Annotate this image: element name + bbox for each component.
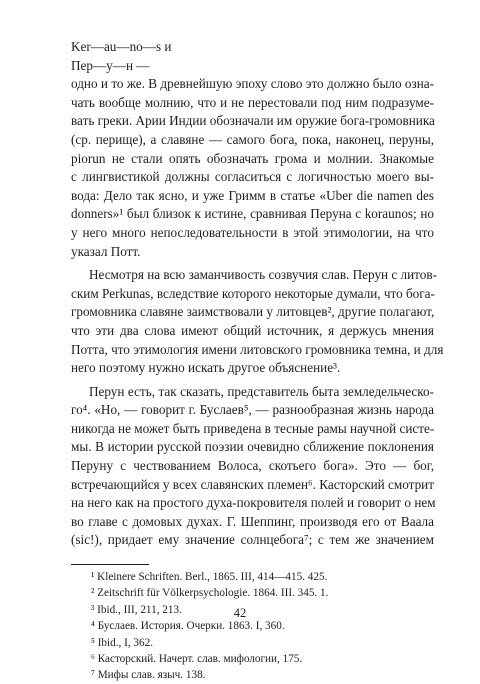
footnote: ³ Ibid., III, 211, 213.	[91, 603, 182, 616]
text-line: Несмотря на всю заманчивость созвучия слав. Перун с литов-	[89, 267, 437, 283]
footnote: ² Zeitschrift für Völkerpsychologie. 1864. III. 345. 1.	[91, 587, 329, 600]
text-line: Пер—у—н —	[71, 57, 150, 73]
text-line: во главе с домовых духах. Г. Шеппинг, производя его от Ваала	[71, 513, 434, 529]
footnote: ¹ Kleinere Schriften. Berl., 1865. III, 414—415. 425.	[91, 571, 328, 584]
text-line: него поэтому нужно искать другое объяснение³.	[71, 360, 341, 376]
text-line: Потта, что этимология имени литовского громовника темна, и для	[71, 341, 444, 357]
text-line: donners»¹ был близок к истине, сравнивая Перуна с koraunos; но	[71, 206, 434, 222]
footnote: ⁴ Буслаев. История. Очерки. 1863. I, 360.	[91, 620, 285, 633]
text-line: у него много непоследовательности в этой этимологии, на что	[71, 224, 434, 240]
footnote: ⁵ Ibid., I, 362.	[91, 636, 154, 649]
text-line: (sic!), придает ему значение солнцебога⁷; с тем же значением	[71, 532, 434, 548]
text-line: мы. В истории русской поэзии очевидно сближение поклонения	[71, 439, 434, 455]
text-line: что эти два слова имеют общий источник, я держусь мнения	[71, 322, 434, 338]
page-number: 42	[233, 606, 247, 620]
text-line: вода: Дело так ясно, и уже Гримм в статье «Uber die namen des	[71, 187, 434, 203]
text-line: громовника славяне заимствовали у литовцев², другие полагают,	[71, 304, 435, 320]
text-line: чать вообще молнию, что и не перестовали под ним подразуме-	[71, 94, 434, 110]
text-line: piorun не стали опять обозначать грома и молнии. Знакомые	[71, 150, 434, 166]
text-line: Перуну с чествованием Волоса, скотьего бога». Это — бог,	[71, 458, 434, 474]
text-line: никогда не может быть приведена в тесные рамы научной систе-	[71, 420, 435, 436]
body-text	[71, 38, 444, 550]
text-line: Перун есть, так сказать, представитель быта земледельческо-	[89, 383, 434, 399]
footnotes	[71, 569, 434, 684]
text-line: на него как на простого духа-покровителя полей и говорит о нем	[71, 495, 436, 511]
text-line: Ker—au—no—s и	[71, 39, 172, 54]
text-line: вать греки. Арии Индии обозначали им оружие бога-громовника	[71, 113, 435, 129]
text-line: с лингвистикой должны согласиться с логичностью моего вы-	[71, 169, 434, 185]
text-line: указал Потт.	[71, 243, 141, 259]
text-line: (ср. перище), а славяне — самого бога, пока, наконец, перуны,	[71, 131, 434, 147]
text-line: одно и то же. В древнейшую эпоху слово это должно было озна-	[71, 76, 434, 92]
footnote: ⁶ Касторский. Начерт. слав. мифологии, 175.	[91, 653, 303, 666]
text-line: встречающийся у всех славянских племен⁶. Касторский смотрит	[71, 476, 434, 492]
text-line: ским Perkunas, вследствие которого некоторые думали, что бога-	[71, 285, 435, 301]
text-line: го⁴. «Но, — говорит г. Буслаев⁵, — разнообразная жизнь народа	[71, 402, 434, 418]
footnote: ⁷ Мифы слав. языч. 138.	[91, 669, 206, 682]
footnote-separator	[71, 564, 149, 565]
